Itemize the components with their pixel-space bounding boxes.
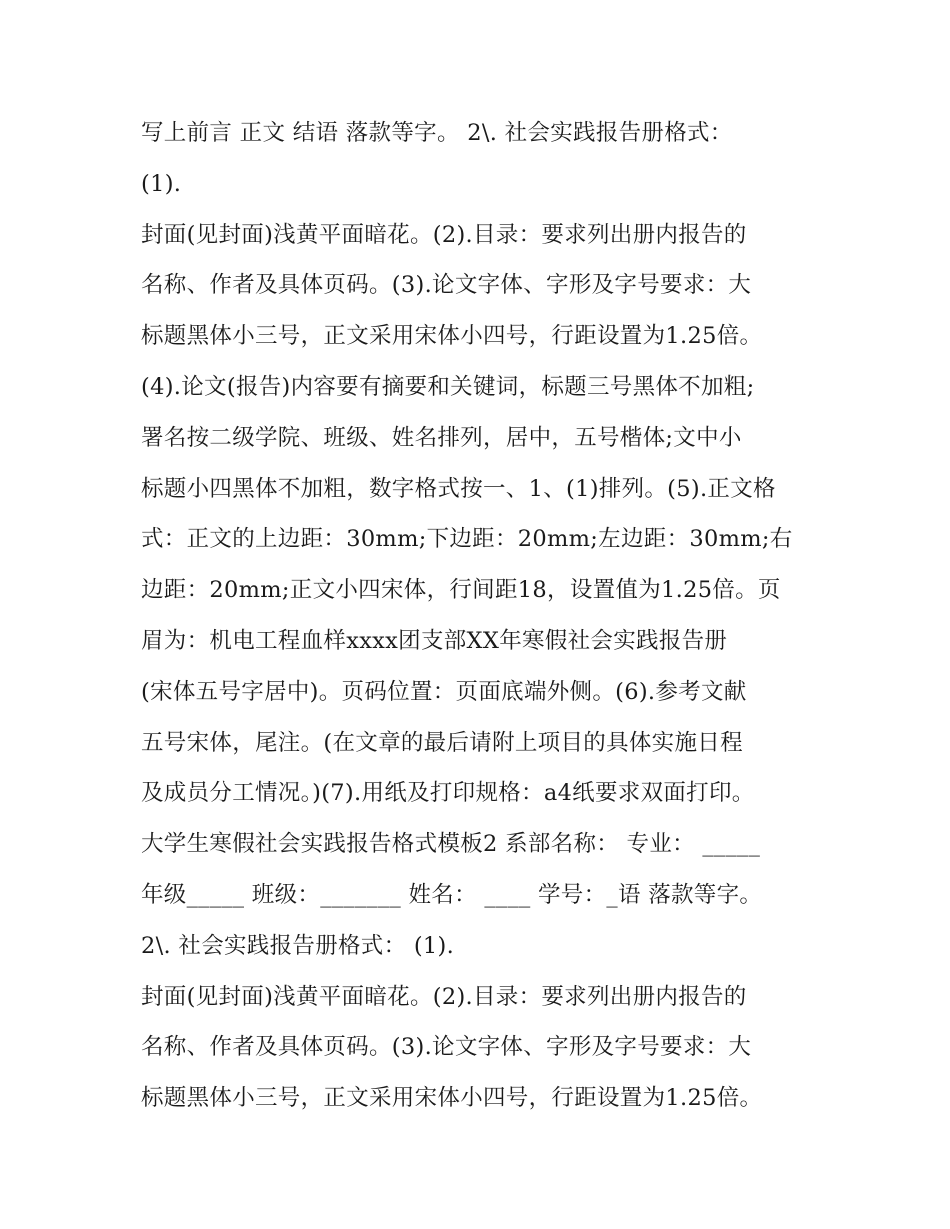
- text-line: 式：正文的上边距：30mm;下边距：20mm;左边距：30mm;右: [141, 526, 793, 553]
- text-line: (4).论文(报告)内容要有摘要和关键词，标题三号黑体不加粗;: [141, 373, 755, 400]
- text-line: 封面(见封面)浅黄平面暗花。(2).目录：要求列出册内报告的: [141, 983, 747, 1010]
- text-line: 标题小四黑体不加粗，数字格式按一、1、(1)排列。(5).正文格: [141, 475, 776, 502]
- text-line: 年级_____ 班级：_______ 姓名： ____ 学号：_语 落款等字。: [141, 881, 763, 908]
- text-line: 封面(见封面)浅黄平面暗花。(2).目录：要求列出册内报告的: [141, 221, 747, 248]
- text-line: 及成员分工情况。)(7).用纸及打印规格：a4纸要求双面打印。: [141, 780, 755, 807]
- text-line: 眉为：机电工程血样xxxx团支部XX年寒假社会实践报告册: [141, 627, 728, 654]
- text-line: 写上前言 正文 结语 落款等字。 2\. 社会实践报告册格式：: [141, 120, 733, 146]
- text-line: 署名按二级学院、班级、姓名排列，居中，五号楷体;文中小: [141, 424, 742, 451]
- text-line: 2\. 社会实践报告册格式： (1).: [141, 932, 455, 959]
- text-line: 大学生寒假社会实践报告格式模板2 系部名称： 专业： _____: [141, 831, 761, 858]
- text-line: 名称、作者及具体页码。(3).论文字体、字形及字号要求：大: [141, 272, 752, 299]
- text-line: 名称、作者及具体页码。(3).论文字体、字形及字号要求：大: [141, 1034, 752, 1061]
- text-line: 边距：20mm;正文小四宋体，行间距18，设置值为1.25倍。页: [141, 577, 781, 604]
- text-line: 五号宋体，尾注。(在文章的最后请附上项目的具体实施日程: [141, 729, 743, 756]
- text-line: (1).: [141, 170, 182, 197]
- text-line: (宋体五号字居中)。页码位置：页面底端外侧。(6).参考文献: [141, 678, 747, 705]
- body-text: [141, 108, 821, 1124]
- text-line: 标题黑体小三号，正文采用宋体小四号，行距设置为1.25倍。: [141, 1085, 763, 1112]
- text-line: 标题黑体小三号，正文采用宋体小四号，行距设置为1.25倍。: [141, 323, 763, 350]
